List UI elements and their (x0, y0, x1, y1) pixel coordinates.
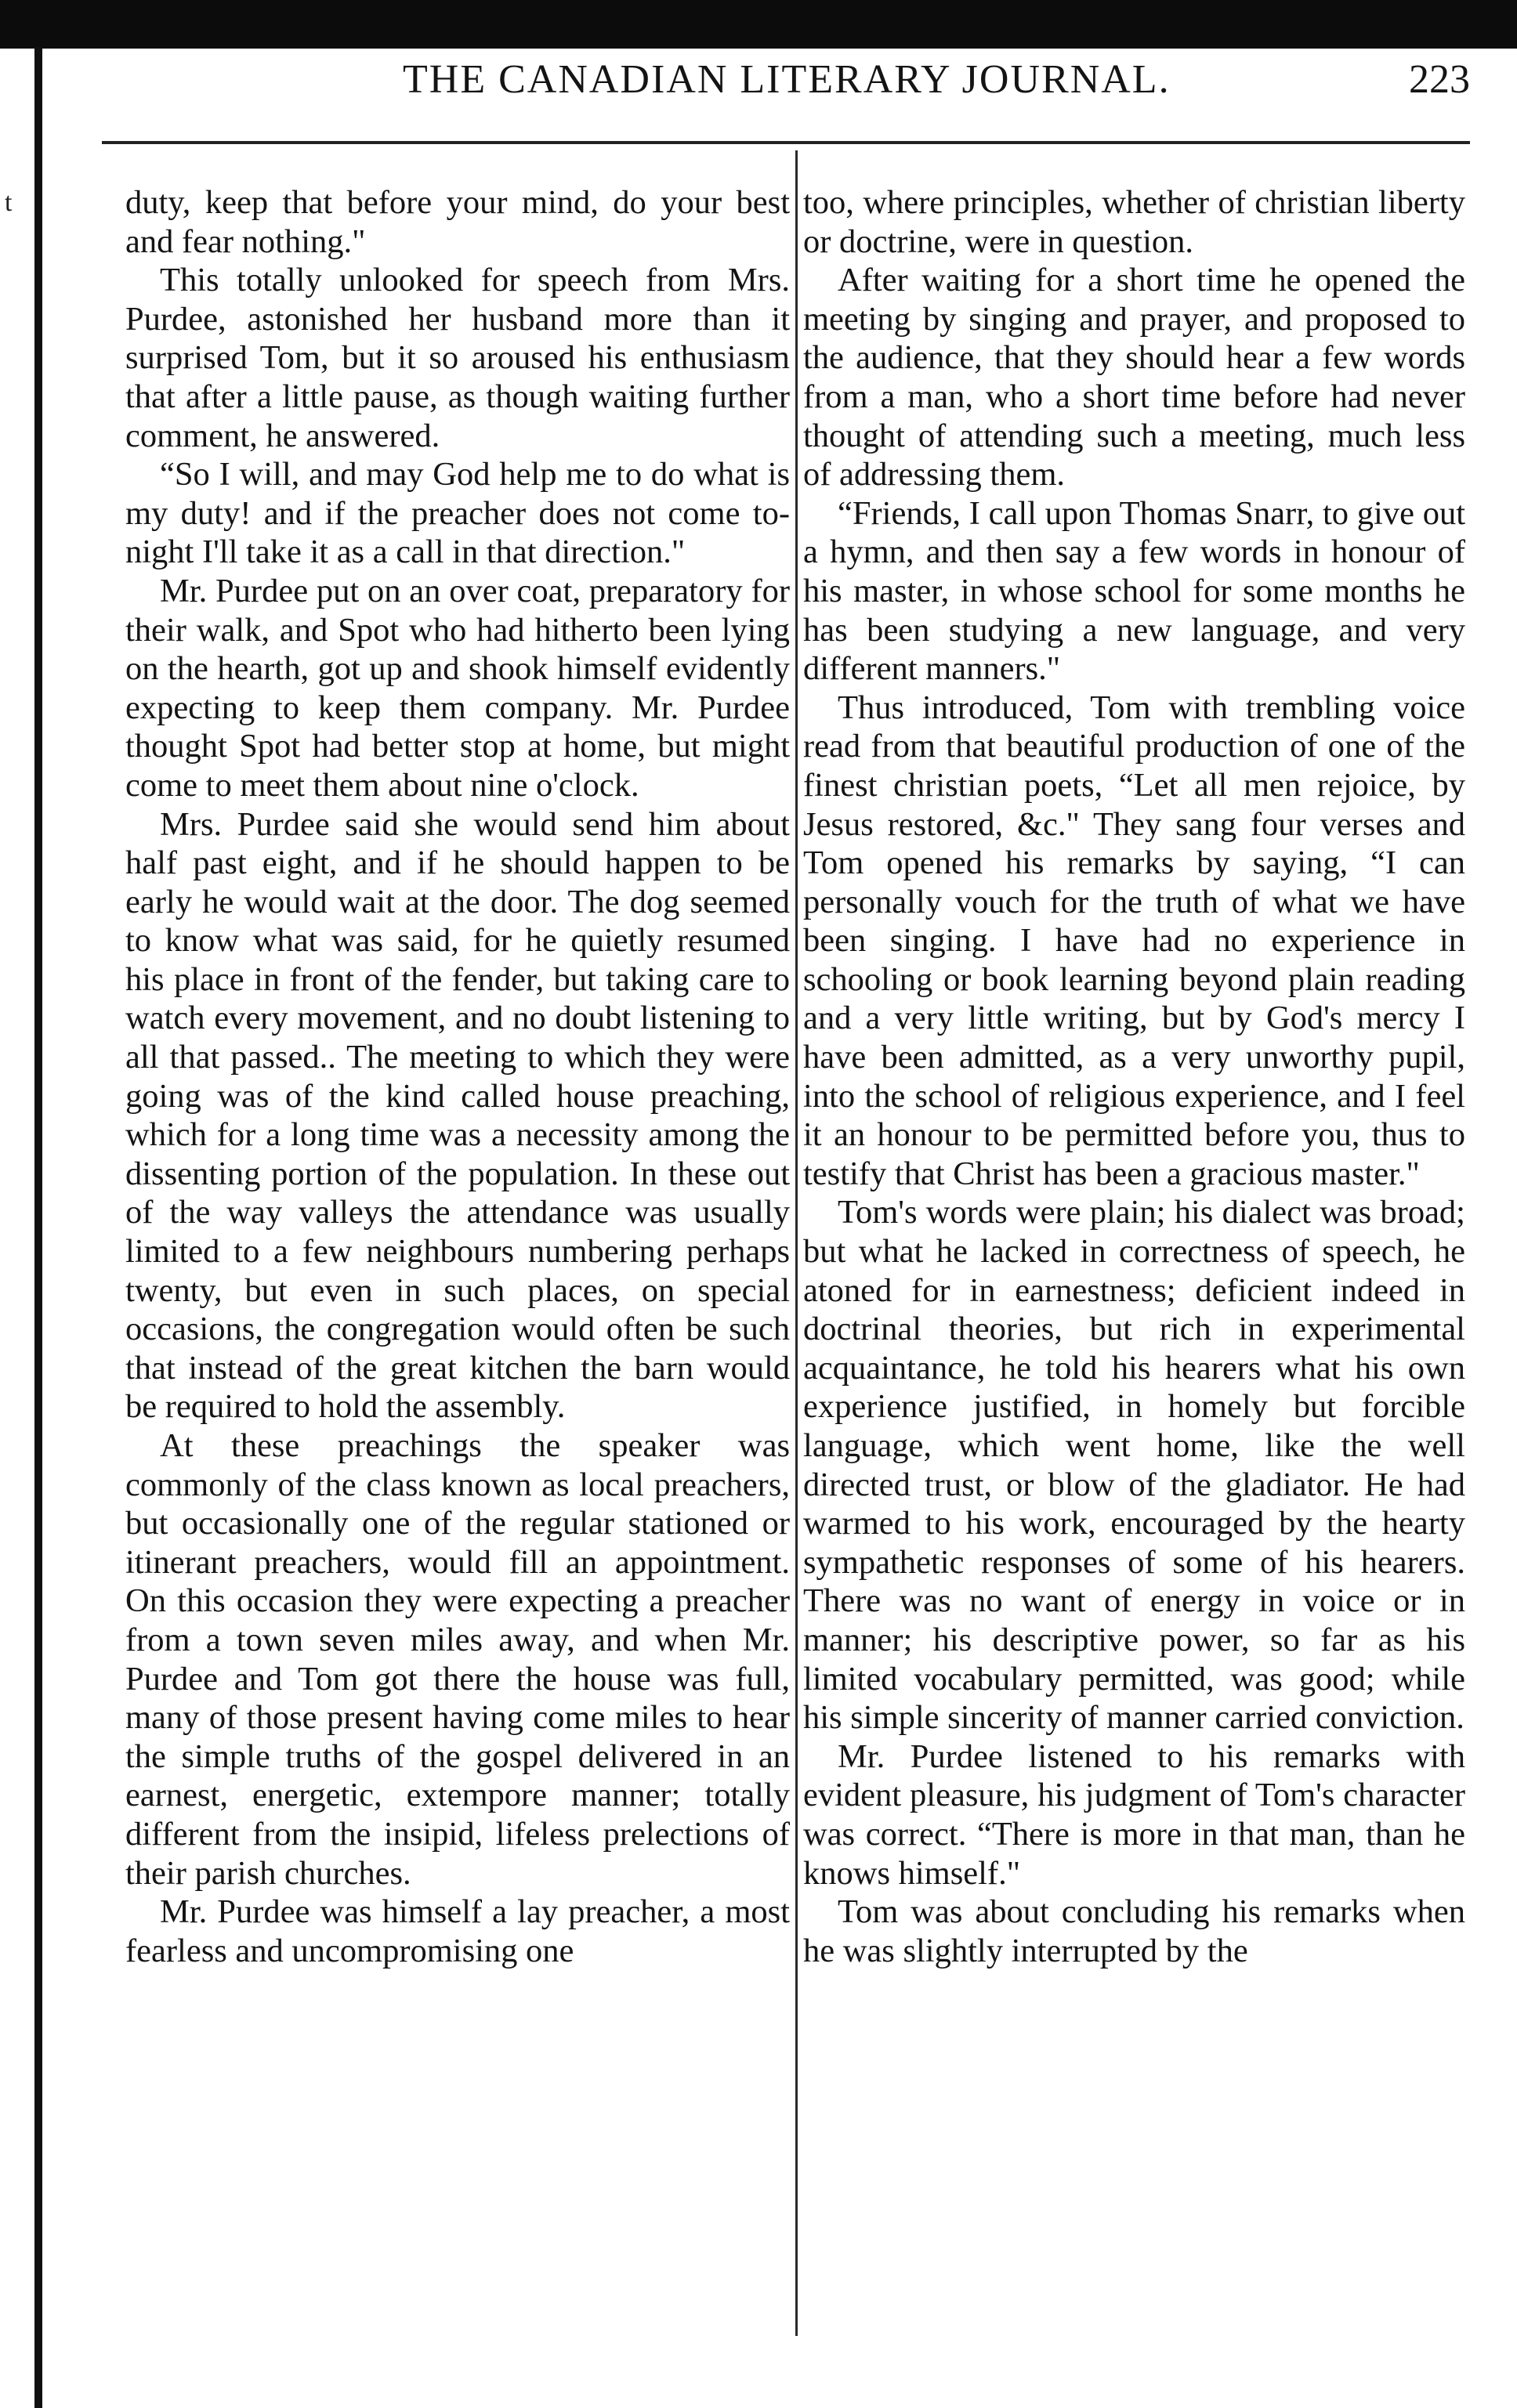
paragraph: Tom's words were plain; his dialect was broad; but what he lacked in correctness of speech, he atoned for in earnestness; deficient indeed in doctrinal theories, but rich in experimental acquaintance, he told his hearers what his own experience justified, in homely but forcible language, which went home, like the well directed trust, or blow of the gladiator. He had warmed to his work, encouraged by the hearty sympathetic responses of some of his hearers. There was no want of energy in voice or in manner; his descriptive power, so far as his limited vocabulary permitted, was good; while his simple sincerity of manner carried conviction. (803, 1194, 1465, 1737)
left-column (125, 183, 790, 1970)
paragraph: Mr. Purdee put on an over coat, preparatory for their walk, and Spot who had hitherto been lying on the hearth, got up and shook himself evidently expecting to keep them company. Mr. Purdee thought Spot had better stop at home, but might come to meet them about nine o'clock. (125, 572, 790, 804)
paragraph: duty, keep that before your mind, do your best and fear nothing." (125, 184, 790, 260)
header-rule (102, 141, 1470, 144)
right-column (803, 183, 1465, 1970)
paragraph: “Friends, I call upon Thomas Snarr, to give out a hymn, and then say a few words in honour of his master, in whose school for some months he has been studying a new language, and very different manners." (803, 494, 1465, 688)
column-divider (795, 150, 798, 2336)
paragraph: Mrs. Purdee said she would send him about half past eight, and if he should happen to be early he would wait at the door. The dog seemed to know what was said, for he quietly resumed his place in front of the fender, but taking care to watch every movement, and no doubt listening to all that passed.. The meeting to which they were going was of the kind called house preaching, which for a long time was a necessity among the dissenting portion of the population. In these out of the way valleys the attendance was usually limited to a few neighbours numbering perhaps twenty, but even in such places, on special occasions, the congregation would often be such that instead of the great kitchen the barn would be required to hold the assembly. (125, 805, 790, 1426)
paragraph: “So I will, and may God help me to do what is my duty! and if the preacher does not come to-night I'll take it as a call in that direction." (125, 456, 790, 571)
paragraph: Tom was about concluding his remarks when he was slightly interrupted by the (803, 1893, 1465, 1969)
paragraph: After waiting for a short time he opened the meeting by singing and prayer, and proposed to the audience, that they should hear a few words from a man, who a short time before had never thought of attending such a meeting, much less of addressing them. (803, 262, 1465, 494)
paragraph: Mr. Purdee listened to his remarks with evident pleasure, his judgment of Tom's character was correct. “There is more in that man, than he knows himself." (803, 1737, 1465, 1892)
paragraph: Thus introduced, Tom with trembling voice read from that beautiful production of one of the finest christian poets, “Let all men rejoice, by Jesus restored, &c." They sang four verses and Tom opened his remarks by saying, “I can personally vouch for the truth of what we have been singing. I have had no experience in schooling or book learning beyond plain reading and a very little writing, but by God's mercy I have been admitted, as a very unworthy pupil, into the school of religious experience, and I feel it an honour to be permitted before you, thus to testify that Christ has been a gracious master." (803, 689, 1465, 1192)
margin-mark: t (5, 188, 13, 217)
paragraph: too, where principles, whether of christian liberty or doctrine, were in question. (803, 184, 1465, 260)
page-header (42, 52, 1470, 114)
running-title: THE CANADIAN LITERARY JOURNAL. (403, 57, 1171, 102)
paragraph: This totally unlooked for speech from Mrs. Purdee, astonished her husband more than it surprised Tom, but it so aroused his enthusiasm that after a little pause, as though waiting further comment, he answered. (125, 262, 790, 454)
page-binding-edge (34, 47, 42, 2408)
paragraph: At these preachings the speaker was commonly of the class known as local preachers, but occasionally one of the regular stationed or itinerant preachers, would fill an appointment. On this occasion they were expecting a preacher from a town seven miles away, and when Mr. Purdee and Tom got there the house was full, many of those present having come miles to hear the simple truths of the gospel delivered in an earnest, energetic, extempore manner; totally different from the insipid, lifeless prelections of their parish churches. (125, 1427, 790, 1892)
page-number: 223 (1409, 57, 1470, 102)
page-top-edge (0, 0, 1517, 49)
paragraph: Mr. Purdee was himself a lay preacher, a most fearless and uncompromising one (125, 1893, 790, 1969)
